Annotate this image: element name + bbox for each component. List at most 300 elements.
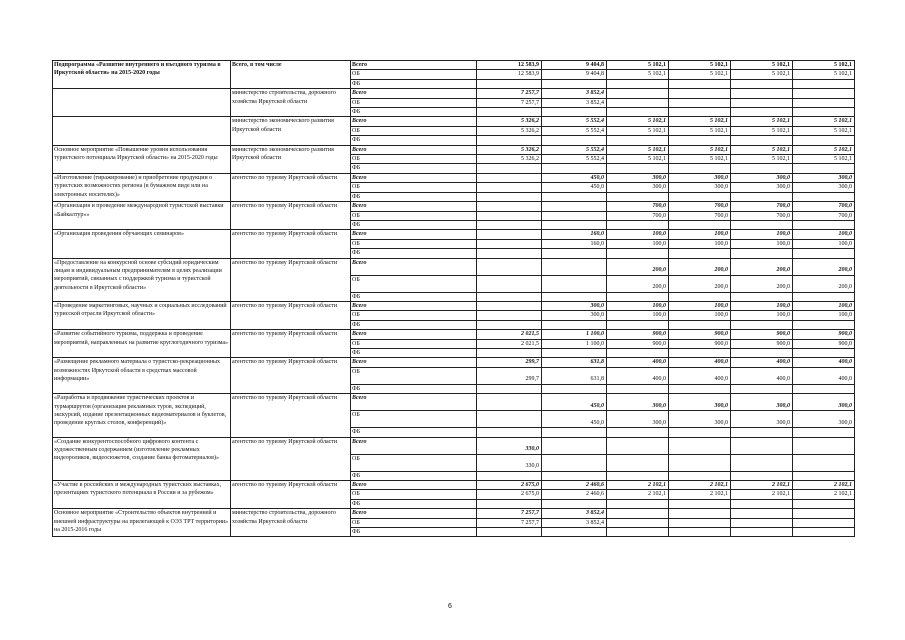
funding-source: ОБ	[351, 490, 477, 499]
amount-cell: 450,0	[542, 173, 607, 182]
amount-cell: 100,0	[731, 311, 793, 320]
amount-cell: 300,0	[669, 183, 731, 192]
amount-cell	[542, 249, 607, 258]
amount-cell: 160,0	[542, 230, 607, 239]
funding-source: ФБ	[351, 136, 477, 145]
amount-cell: 631,8	[542, 358, 607, 367]
amount-cell: 2 460,6	[542, 481, 607, 490]
amount-cell	[607, 384, 669, 393]
amount-cell	[731, 384, 793, 393]
amount-cell	[669, 384, 731, 393]
amount-cell: 7 257,7	[477, 89, 542, 98]
amount-cell	[542, 499, 607, 508]
amount-cell: 2 102,1	[607, 490, 669, 499]
table-row	[53, 394, 855, 411]
amount-cell: 5 102,1	[607, 70, 669, 79]
amount-cell: 400,0	[607, 367, 669, 384]
funding-source: ФБ	[351, 428, 477, 437]
funding-source: ОБ	[351, 239, 477, 248]
funding-source: ОБ	[351, 411, 477, 428]
event-description: «Организация и проведение международной туристской выставки «Байкалтур»»	[53, 202, 231, 230]
amount-cell: 100,0	[731, 239, 793, 248]
amount-cell: 100,0	[731, 230, 793, 239]
table-row	[53, 330, 855, 339]
amount-cell: 5 102,1	[669, 145, 731, 154]
amount-cell: 5 552,4	[542, 117, 607, 126]
amount-cell	[731, 499, 793, 508]
amount-cell	[607, 471, 669, 480]
amount-cell: 200,0	[731, 258, 793, 275]
amount-cell	[477, 428, 542, 437]
amount-cell: 400,0	[669, 367, 731, 384]
funding-source: Всего	[351, 509, 477, 518]
amount-cell	[542, 437, 607, 454]
responsible-executor: агентство по туризму Иркутской области	[231, 481, 351, 509]
amount-cell: 100,0	[607, 239, 669, 248]
amount-cell: 5 102,1	[793, 155, 855, 164]
amount-cell: 5 102,1	[607, 117, 669, 126]
table-row	[53, 61, 855, 70]
amount-cell: 400,0	[793, 358, 855, 367]
responsible-executor: министерство строительства, дорожного хозяйства Иркутской области	[231, 509, 351, 537]
table-body	[53, 61, 855, 537]
amount-cell: 900,0	[793, 339, 855, 348]
funding-source: ОБ	[351, 311, 477, 320]
amount-cell	[477, 394, 542, 411]
amount-cell	[607, 348, 669, 357]
amount-cell	[669, 428, 731, 437]
event-description: «Организация проведения обучающих семинаров»	[53, 230, 231, 258]
funding-source: Всего	[351, 437, 477, 454]
amount-cell	[607, 79, 669, 88]
amount-cell	[477, 173, 542, 182]
amount-cell	[542, 428, 607, 437]
amount-cell: 5 102,1	[731, 126, 793, 135]
amount-cell: 100,0	[793, 230, 855, 239]
amount-cell: 5 326,2	[477, 117, 542, 126]
responsible-executor: министерство экономического развития Иркутской области	[231, 145, 351, 173]
event-description	[53, 89, 231, 117]
amount-cell: 5 552,4	[542, 126, 607, 135]
amount-cell	[477, 499, 542, 508]
amount-cell	[793, 471, 855, 480]
amount-cell	[477, 249, 542, 258]
amount-cell	[731, 192, 793, 201]
funding-source: ФБ	[351, 499, 477, 508]
amount-cell: 5 326,2	[477, 155, 542, 164]
amount-cell	[669, 518, 731, 527]
amount-cell: 5 102,1	[793, 145, 855, 154]
amount-cell	[542, 192, 607, 201]
amount-cell: 300,0	[731, 173, 793, 182]
amount-cell: 100,0	[669, 239, 731, 248]
amount-cell	[731, 518, 793, 527]
funding-source: Всего	[351, 61, 477, 70]
amount-cell	[669, 136, 731, 145]
amount-cell	[542, 275, 607, 292]
amount-cell	[731, 136, 793, 145]
amount-cell: 300,0	[542, 311, 607, 320]
amount-cell	[669, 79, 731, 88]
amount-cell	[793, 98, 855, 107]
amount-cell	[542, 471, 607, 480]
amount-cell: 5 552,4	[542, 145, 607, 154]
funding-source: ФБ	[351, 164, 477, 173]
amount-cell	[607, 499, 669, 508]
responsible-executor: агентство по туризму Иркутской области	[231, 173, 351, 201]
amount-cell: 300,0	[542, 301, 607, 310]
amount-cell	[669, 471, 731, 480]
amount-cell	[793, 108, 855, 117]
amount-cell: 700,0	[669, 211, 731, 220]
funding-source: Всего	[351, 145, 477, 154]
amount-cell	[731, 428, 793, 437]
amount-cell	[793, 89, 855, 98]
amount-cell: 300,0	[731, 411, 793, 428]
amount-cell: 700,0	[793, 202, 855, 211]
amount-cell: 2 102,1	[669, 481, 731, 490]
amount-cell	[607, 249, 669, 258]
funding-source: ФБ	[351, 292, 477, 301]
table-row	[53, 202, 855, 211]
amount-cell: 5 102,1	[731, 61, 793, 70]
amount-cell	[793, 292, 855, 301]
amount-cell: 700,0	[793, 211, 855, 220]
amount-cell: 5 102,1	[669, 61, 731, 70]
funding-source: ОБ	[351, 183, 477, 192]
amount-cell: 200,0	[793, 258, 855, 275]
page-number: 6	[448, 603, 452, 610]
amount-cell	[477, 220, 542, 229]
responsible-executor: агентство по туризму Иркутской области	[231, 358, 351, 394]
amount-cell	[477, 230, 542, 239]
event-description: «Предоставление на конкурсной основе субсидий юридическим лицам и индивидуальным предпринимателям в целях реализации мероприятий, связанных с поддержкой туризма и туристской деятельности в Иркутской области»	[53, 258, 231, 301]
amount-cell	[669, 528, 731, 537]
amount-cell: 160,0	[542, 239, 607, 248]
funding-source: ОБ	[351, 275, 477, 292]
funding-source: Всего	[351, 301, 477, 310]
funding-source: Всего	[351, 202, 477, 211]
amount-cell	[607, 528, 669, 537]
amount-cell: 1 100,0	[542, 330, 607, 339]
amount-cell: 12 583,9	[477, 70, 542, 79]
amount-cell	[731, 220, 793, 229]
event-description: Подпрограмма «Развитие внутреннего и въездного туризма в Иркутской области» на 2015-2020 годы	[53, 61, 231, 89]
amount-cell: 100,0	[607, 230, 669, 239]
amount-cell	[731, 320, 793, 329]
amount-cell: 400,0	[731, 358, 793, 367]
responsible-executor: агентство по туризму Иркутской области	[231, 394, 351, 437]
amount-cell	[542, 320, 607, 329]
amount-cell: 2 021,5	[477, 339, 542, 348]
amount-cell	[607, 108, 669, 117]
amount-cell	[542, 258, 607, 275]
amount-cell: 2 102,1	[793, 490, 855, 499]
table-row	[53, 509, 855, 518]
amount-cell	[793, 499, 855, 508]
amount-cell	[793, 164, 855, 173]
amount-cell	[607, 292, 669, 301]
amount-cell	[731, 528, 793, 537]
amount-cell: 330,0	[477, 437, 542, 454]
funding-source: Всего	[351, 358, 477, 367]
table-row	[53, 481, 855, 490]
table-row	[53, 89, 855, 98]
amount-cell: 299,7	[477, 358, 542, 367]
amount-cell: 300,0	[793, 411, 855, 428]
amount-cell	[477, 528, 542, 537]
table-row	[53, 358, 855, 367]
funding-source: ФБ	[351, 384, 477, 393]
amount-cell: 5 102,1	[731, 145, 793, 154]
amount-cell	[669, 454, 731, 471]
responsible-executor: министерство строительства, дорожного хозяйства Иркутской области	[231, 89, 351, 117]
amount-cell: 400,0	[669, 358, 731, 367]
amount-cell	[542, 220, 607, 229]
funding-source: Всего	[351, 173, 477, 182]
amount-cell: 3 852,4	[542, 509, 607, 518]
amount-cell: 300,0	[669, 173, 731, 182]
amount-cell	[477, 258, 542, 275]
amount-cell: 1 100,0	[542, 339, 607, 348]
event-description: Основное мероприятие «Строительство объектов внутренней и внешней инфраструктуры на прилегающей к ОЭЗ ТРТ территории» на 2015-2016 годы	[53, 509, 231, 537]
amount-cell	[793, 192, 855, 201]
amount-cell: 5 102,1	[669, 70, 731, 79]
amount-cell	[669, 320, 731, 329]
amount-cell	[731, 98, 793, 107]
amount-cell: 200,0	[669, 258, 731, 275]
amount-cell	[731, 249, 793, 258]
funding-source: Всего	[351, 89, 477, 98]
amount-cell: 900,0	[607, 330, 669, 339]
amount-cell: 2 675,0	[477, 481, 542, 490]
event-description: «Разработка и продвижение туристических проектов и турмаршрутов (организация рекламных туров, экспедиций, экскурсий, издание презентационных видеоматериалов и буклетов, проведение круглых столов, конференций)»	[53, 394, 231, 437]
amount-cell: 300,0	[607, 394, 669, 411]
amount-cell: 5 102,1	[669, 126, 731, 135]
amount-cell	[731, 292, 793, 301]
amount-cell	[607, 136, 669, 145]
budget-table	[52, 60, 855, 537]
amount-cell: 100,0	[793, 311, 855, 320]
amount-cell	[793, 384, 855, 393]
funding-source: Всего	[351, 330, 477, 339]
funding-source: ФБ	[351, 249, 477, 258]
amount-cell: 400,0	[793, 367, 855, 384]
responsible-executor: агентство по туризму Иркутской области	[231, 258, 351, 301]
funding-source: ОБ	[351, 367, 477, 384]
amount-cell: 400,0	[607, 358, 669, 367]
amount-cell: 7 257,7	[477, 509, 542, 518]
amount-cell	[607, 509, 669, 518]
amount-cell	[731, 509, 793, 518]
amount-cell	[477, 292, 542, 301]
funding-source: ОБ	[351, 126, 477, 135]
amount-cell	[669, 220, 731, 229]
amount-cell	[477, 411, 542, 428]
amount-cell	[669, 192, 731, 201]
event-description: «Развитие событийного туризма, поддержка и проведение мероприятий, направленных на развитие круглогодичного туризма»	[53, 330, 231, 358]
funding-source: ФБ	[351, 108, 477, 117]
amount-cell	[477, 202, 542, 211]
amount-cell	[793, 528, 855, 537]
event-description: «Изготовление (тиражирование) и приобретение продукции о туристских возможностях региона (в бумажном виде или на электронных носителях)»	[53, 173, 231, 201]
funding-source: ФБ	[351, 528, 477, 537]
amount-cell	[607, 428, 669, 437]
event-description: Основное мероприятие «Повышение уровня использования туристского потенциала Иркутской области» на 2015-2020 годы	[53, 145, 231, 173]
amount-cell	[477, 471, 542, 480]
funding-source: ОБ	[351, 70, 477, 79]
table-row	[53, 258, 855, 275]
amount-cell	[669, 292, 731, 301]
table-row	[53, 145, 855, 154]
amount-cell	[542, 454, 607, 471]
amount-cell	[793, 320, 855, 329]
amount-cell	[669, 98, 731, 107]
amount-cell	[793, 428, 855, 437]
amount-cell: 450,0	[542, 183, 607, 192]
amount-cell: 900,0	[731, 330, 793, 339]
responsible-executor: агентство по туризму Иркутской области	[231, 202, 351, 230]
amount-cell	[793, 348, 855, 357]
amount-cell	[793, 220, 855, 229]
amount-cell: 5 102,1	[607, 126, 669, 135]
amount-cell: 200,0	[607, 258, 669, 275]
amount-cell	[542, 202, 607, 211]
amount-cell	[607, 518, 669, 527]
funding-source: ОБ	[351, 339, 477, 348]
funding-source: Всего	[351, 230, 477, 239]
funding-source: ОБ	[351, 211, 477, 220]
amount-cell: 5 102,1	[731, 70, 793, 79]
funding-source: ФБ	[351, 220, 477, 229]
funding-source: Всего	[351, 258, 477, 275]
amount-cell: 900,0	[793, 330, 855, 339]
amount-cell	[669, 249, 731, 258]
funding-source: ОБ	[351, 98, 477, 107]
amount-cell: 100,0	[607, 301, 669, 310]
amount-cell: 2 675,0	[477, 490, 542, 499]
amount-cell: 700,0	[731, 211, 793, 220]
amount-cell: 100,0	[607, 311, 669, 320]
amount-cell: 5 326,2	[477, 145, 542, 154]
amount-cell: 450,0	[542, 394, 607, 411]
amount-cell: 100,0	[793, 301, 855, 310]
event-description: «Создание конкурентоспособного цифрового контента с художественным содержанием (изготовление рекламных видеороликов, видеосюжетов, создание банка фотоматериалов)»	[53, 437, 231, 480]
amount-cell: 100,0	[669, 301, 731, 310]
amount-cell	[607, 437, 669, 454]
amount-cell: 5 102,1	[731, 155, 793, 164]
funding-source: Всего	[351, 117, 477, 126]
amount-cell: 7 257,7	[477, 98, 542, 107]
amount-cell: 300,0	[607, 173, 669, 182]
amount-cell	[793, 518, 855, 527]
amount-cell: 900,0	[669, 330, 731, 339]
amount-cell	[542, 136, 607, 145]
amount-cell: 300,0	[607, 183, 669, 192]
amount-cell: 200,0	[607, 275, 669, 292]
amount-cell: 200,0	[731, 275, 793, 292]
amount-cell: 2 102,1	[793, 481, 855, 490]
amount-cell: 700,0	[731, 202, 793, 211]
amount-cell: 100,0	[731, 301, 793, 310]
amount-cell	[477, 384, 542, 393]
amount-cell: 5 102,1	[607, 61, 669, 70]
amount-cell	[669, 108, 731, 117]
amount-cell	[477, 79, 542, 88]
amount-cell	[731, 348, 793, 357]
amount-cell: 2 102,1	[731, 481, 793, 490]
amount-cell	[669, 509, 731, 518]
amount-cell: 300,0	[793, 394, 855, 411]
funding-source: ОБ	[351, 155, 477, 164]
amount-cell: 5 102,1	[793, 61, 855, 70]
amount-cell	[793, 437, 855, 454]
amount-cell: 12 583,9	[477, 61, 542, 70]
amount-cell: 5 102,1	[669, 155, 731, 164]
amount-cell: 400,0	[731, 367, 793, 384]
amount-cell	[793, 79, 855, 88]
amount-cell	[477, 348, 542, 357]
amount-cell	[477, 311, 542, 320]
amount-cell	[477, 192, 542, 201]
amount-cell	[542, 528, 607, 537]
amount-cell	[477, 183, 542, 192]
amount-cell: 300,0	[669, 394, 731, 411]
amount-cell: 631,8	[542, 367, 607, 384]
amount-cell: 300,0	[731, 183, 793, 192]
amount-cell	[542, 292, 607, 301]
amount-cell	[477, 320, 542, 329]
amount-cell	[477, 136, 542, 145]
funding-source: ФБ	[351, 348, 477, 357]
amount-cell: 5 102,1	[793, 126, 855, 135]
amount-cell: 5 102,1	[607, 155, 669, 164]
amount-cell: 9 404,8	[542, 70, 607, 79]
amount-cell: 100,0	[669, 311, 731, 320]
funding-source: ФБ	[351, 320, 477, 329]
funding-source: ФБ	[351, 79, 477, 88]
responsible-executor: агентство по туризму Иркутской области	[231, 230, 351, 258]
responsible-executor: Всего, в том числе	[231, 61, 351, 89]
amount-cell	[542, 79, 607, 88]
funding-source: ОБ	[351, 454, 477, 471]
amount-cell	[607, 89, 669, 98]
amount-cell: 2 102,1	[731, 490, 793, 499]
amount-cell: 2 102,1	[607, 481, 669, 490]
table-row	[53, 173, 855, 182]
amount-cell: 700,0	[669, 202, 731, 211]
amount-cell	[669, 164, 731, 173]
funding-source: ФБ	[351, 471, 477, 480]
amount-cell: 300,0	[731, 394, 793, 411]
amount-cell: 300,0	[793, 173, 855, 182]
amount-cell: 299,7	[477, 367, 542, 384]
amount-cell	[793, 136, 855, 145]
amount-cell	[477, 275, 542, 292]
amount-cell	[793, 454, 855, 471]
amount-cell: 700,0	[607, 202, 669, 211]
amount-cell	[669, 348, 731, 357]
amount-cell	[669, 499, 731, 508]
amount-cell: 5 102,1	[607, 145, 669, 154]
amount-cell: 200,0	[669, 275, 731, 292]
table-row	[53, 117, 855, 126]
amount-cell: 2 021,5	[477, 330, 542, 339]
funding-source: Всего	[351, 394, 477, 411]
amount-cell: 3 852,4	[542, 89, 607, 98]
amount-cell	[477, 239, 542, 248]
amount-cell: 9 404,8	[542, 61, 607, 70]
